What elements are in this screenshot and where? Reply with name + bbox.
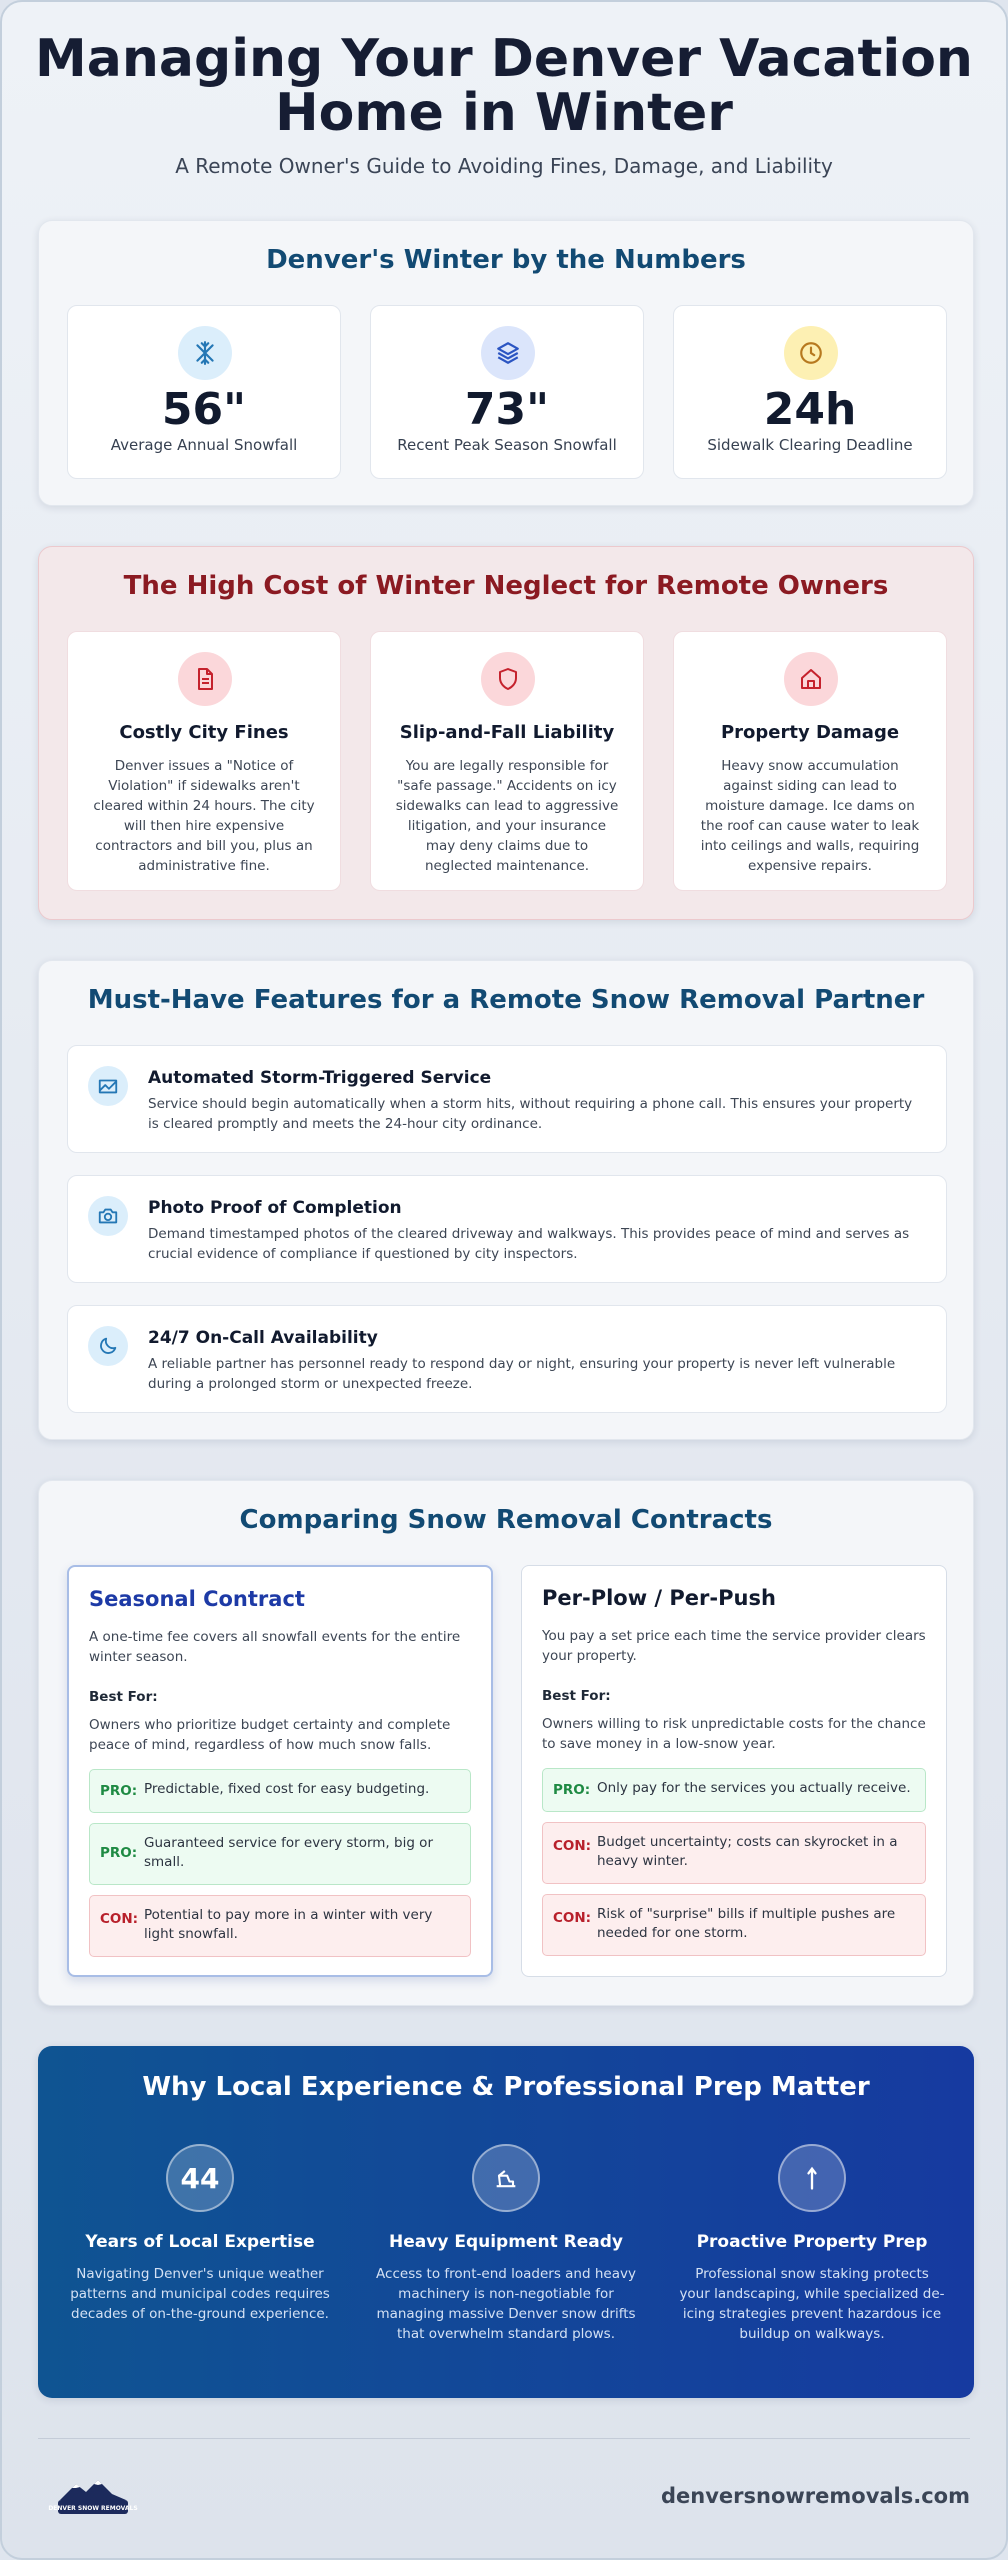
plow-icon [472, 2144, 540, 2212]
title-line-2: Home in Winter [275, 83, 733, 143]
stat-value: 24h [763, 384, 857, 435]
point-text: Only pay for the services you actually receive. [597, 1780, 911, 1796]
logo-text: DENVER SNOW REMOVALS [48, 2505, 138, 2512]
contract-title: Seasonal Contract [89, 1587, 305, 1611]
features-section [38, 960, 974, 1440]
section-title: Must-Have Features for a Remote Snow Removal Partner [87, 985, 925, 1015]
camera-icon [88, 1196, 128, 1236]
years-badge: 44 [166, 2144, 234, 2212]
seasonal-contract-card [67, 1565, 493, 1977]
stat-label: Recent Peak Season Snowfall [397, 436, 617, 454]
feature-title: Photo Proof of Completion [148, 1198, 402, 1218]
con-tag: CON: [553, 1910, 592, 1926]
home-icon [784, 652, 838, 706]
pro-tag: PRO: [553, 1782, 591, 1798]
stat-card [67, 305, 341, 479]
cost-card [673, 631, 947, 891]
stake-icon [778, 2144, 846, 2212]
title-line-1: Managing Your Denver Vacation [35, 29, 973, 89]
section-title: Denver's Winter by the Numbers [266, 245, 746, 275]
point-text: Risk of "surprise" bills if multiple pushes are needed for one storm. [597, 1906, 896, 1941]
point-text: Potential to pay more in a winter with very light snowfall. [144, 1907, 433, 1942]
page-title [2, 29, 1006, 143]
pro-point [89, 1823, 471, 1885]
cost-title: Costly City Fines [119, 722, 289, 743]
contracts-section [38, 1480, 974, 2006]
stat-value: 73" [464, 384, 550, 435]
feature-item [67, 1175, 947, 1283]
cost-text: You are legally responsible for "safe passage." Accidents on icy sidewalks can lead to aggressive litigation, and your insurance may deny claims due to neglected maintenance. [395, 758, 619, 874]
cost-card [370, 631, 644, 891]
feature-title: Automated Storm-Triggered Service [148, 1068, 492, 1088]
feature-item [67, 1305, 947, 1413]
feature-item [67, 1045, 947, 1153]
why-title: Proactive Property Prep [696, 2232, 928, 2252]
cost-title: Property Damage [720, 722, 900, 743]
pro-tag: PRO: [100, 1845, 138, 1861]
shield-icon [481, 652, 535, 706]
why-text: Professional snow staking protects your landscaping, while specialized de-icing strategies prevent hazardous ice buildup on walkways. [679, 2266, 945, 2342]
document-icon [178, 652, 232, 706]
section-title: Comparing Snow Removal Contracts [239, 1505, 773, 1535]
section-title: The High Cost of Winter Neglect for Remote Owners [123, 571, 889, 601]
why-title: Years of Local Expertise [85, 2232, 315, 2252]
contract-title: Per-Plow / Per-Push [542, 1586, 776, 1610]
clock-icon [784, 326, 838, 380]
why-title: Heavy Equipment Ready [389, 2232, 623, 2252]
stat-value: 56" [161, 384, 247, 435]
snowflake-icon [178, 326, 232, 380]
point-text: Guaranteed service for every storm, big or small. [144, 1835, 433, 1870]
pro-point [89, 1769, 471, 1813]
stat-card [370, 305, 644, 479]
mail-trend-icon [88, 1066, 128, 1106]
best-for-label: Best For: [89, 1689, 158, 1705]
stat-card [673, 305, 947, 479]
website-url[interactable]: denversnowremovals.com [661, 2484, 970, 2508]
footer-divider [38, 2438, 970, 2439]
per-plow-contract-card [521, 1565, 947, 1977]
con-tag: CON: [553, 1838, 592, 1854]
point-text: Budget uncertainty; costs can skyrocket in a heavy winter. [597, 1834, 898, 1869]
contract-desc: A one-time fee covers all snowfall events for the entire winter season. [89, 1629, 461, 1665]
cost-text: Heavy snow accumulation against siding can lead to moisture damage. Ice dams on the roof can cause water to leak into ceilings and walls, requiring expensive repairs. [700, 758, 920, 874]
section-title: Why Local Experience & Professional Prep Matter [142, 2072, 870, 2102]
contract-desc: You pay a set price each time the service provider clears your property. [542, 1628, 926, 1664]
con-tag: CON: [100, 1911, 139, 1927]
best-for-text: Owners willing to risk unpredictable costs for the chance to save money in a low-snow year. [542, 1716, 926, 1752]
feature-text: Service should begin automatically when a storm hits, without requiring a phone call. This ensures your property is cleared promptly and meets the 24-hour city ordinance. [148, 1096, 913, 1132]
why-text: Navigating Denver's unique weather patterns and municipal codes requires decades of on-the-ground experience. [70, 2266, 330, 2322]
best-for-text: Owners who prioritize budget certainty and complete peace of mind, regardless of how much snow falls. [89, 1717, 451, 1753]
feature-text: A reliable partner has personnel ready to respond day or night, ensuring your property is never left vulnerable during a prolonged storm or unexpected freeze. [148, 1356, 896, 1392]
company-logo [48, 2476, 138, 2518]
cost-card [67, 631, 341, 891]
stat-label: Average Annual Snowfall [110, 436, 298, 454]
cost-text: Denver issues a "Notice of Violation" if sidewalks aren't cleared within 24 hours. The city will then hire expensive contractors and bill you, plus an administrative fine. [93, 758, 315, 874]
layers-icon [481, 326, 535, 380]
page-subtitle: A Remote Owner's Guide to Avoiding Fines, Damage, and Liability [175, 154, 833, 178]
best-for-label: Best For: [542, 1688, 611, 1704]
con-point [542, 1822, 926, 1884]
winter-neglect-section [38, 546, 974, 920]
winter-numbers-section [38, 220, 974, 506]
point-text: Predictable, fixed cost for easy budgeting. [144, 1781, 430, 1797]
stat-label: Sidewalk Clearing Deadline [707, 436, 913, 454]
pro-point [542, 1768, 926, 1812]
con-point [89, 1895, 471, 1957]
cost-title: Slip-and-Fall Liability [399, 722, 615, 743]
pro-tag: PRO: [100, 1783, 138, 1799]
feature-title: 24/7 On-Call Availability [148, 1328, 378, 1348]
local-experience-section [38, 2046, 974, 2398]
feature-text: Demand timestamped photos of the cleared driveway and walkways. This provides peace of mind and serves as crucial evidence of compliance if questioned by city inspectors. [148, 1226, 910, 1262]
moon-icon [88, 1326, 128, 1366]
con-point [542, 1894, 926, 1956]
why-text: Access to front-end loaders and heavy machinery is non-negotiable for managing massive Denver snow drifts that overwhelm standard plows. [376, 2266, 636, 2342]
